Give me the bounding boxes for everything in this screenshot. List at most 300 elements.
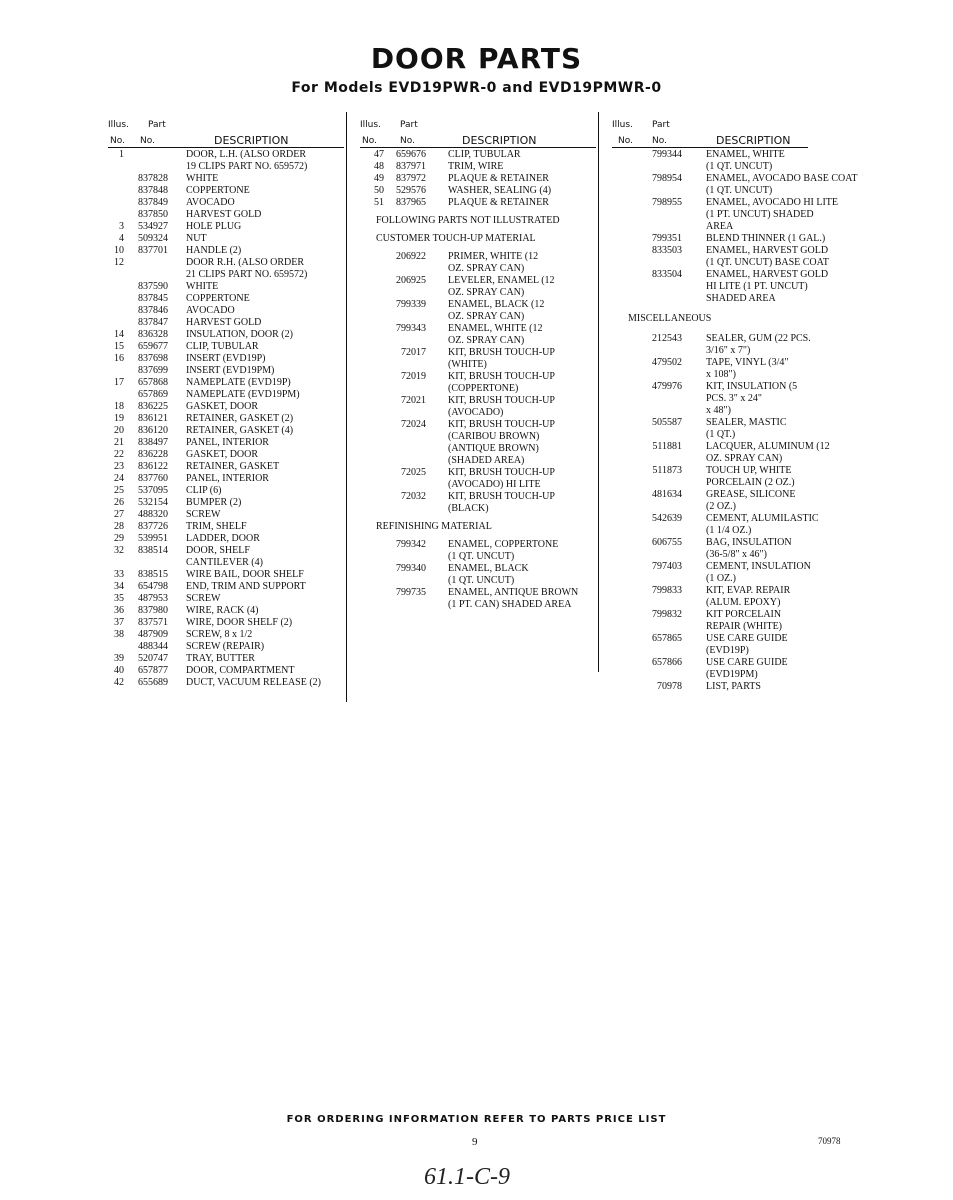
illus-number: 37 xyxy=(114,617,124,628)
part-description: WIRE BAIL, DOOR SHELF xyxy=(186,569,304,580)
illus-number: 35 xyxy=(114,593,124,604)
part-description: (EVD19P) xyxy=(706,645,749,656)
parts-row xyxy=(108,377,344,389)
part-description: ENAMEL, HARVEST GOLD xyxy=(706,269,829,280)
parts-row xyxy=(108,161,344,173)
part-description: PANEL, INTERIOR xyxy=(186,437,269,448)
part-number: 72032 xyxy=(401,491,426,502)
part-number: 799351 xyxy=(652,233,682,244)
part-description: DOOR R.H. (ALSO ORDER xyxy=(186,257,305,268)
parts-row xyxy=(108,197,344,209)
part-number: 837849 xyxy=(138,197,168,208)
parts-column-2 xyxy=(360,117,596,611)
part-number: 529576 xyxy=(396,185,426,196)
illus-header: Illus. xyxy=(360,120,381,130)
part-description: WHITE xyxy=(186,173,219,184)
part-number: 606755 xyxy=(652,537,682,548)
description-header: DESCRIPTION xyxy=(214,134,289,147)
parts-row xyxy=(108,533,344,545)
part-description: 3/16" x 7") xyxy=(706,345,751,356)
part-number: 798954 xyxy=(652,173,682,184)
illus-number: 23 xyxy=(114,461,124,472)
parts-row xyxy=(612,429,852,441)
part-description: LADDER, DOOR xyxy=(186,533,260,544)
parts-row xyxy=(612,477,852,489)
part-number: 837972 xyxy=(396,173,426,184)
part-description: 21 CLIPS PART NO. 659572) xyxy=(186,269,308,280)
part-number: 836228 xyxy=(138,449,168,460)
section-heading xyxy=(360,521,596,533)
parts-list xyxy=(360,149,596,611)
part-number: 487909 xyxy=(138,629,168,640)
illus-header: Illus. xyxy=(612,120,633,130)
part-description: OZ. SPRAY CAN) xyxy=(448,335,525,346)
part-header: Part xyxy=(652,120,670,130)
part-description: PRIMER, WHITE (12 xyxy=(448,251,539,262)
parts-row xyxy=(108,245,344,257)
column-header xyxy=(108,117,344,149)
part-description: (1 QT. UNCUT) BASE COAT xyxy=(706,257,829,268)
section-heading xyxy=(612,313,852,325)
part-description: KIT, BRUSH TOUCH-UP xyxy=(448,347,555,358)
section-title: CUSTOMER TOUCH-UP MATERIAL xyxy=(376,233,536,244)
document-number: 70978 xyxy=(818,1136,841,1146)
part-description: OZ. SPRAY CAN) xyxy=(448,311,525,322)
part-description: SCREW, 8 x 1/2 xyxy=(186,629,253,640)
part-number: 836120 xyxy=(138,425,168,436)
illus-number: 38 xyxy=(114,629,124,640)
header-rule xyxy=(360,147,596,148)
part-number: 657865 xyxy=(652,633,682,644)
illus-number: 15 xyxy=(114,341,124,352)
part-number: 799339 xyxy=(396,299,426,310)
parts-row xyxy=(360,587,596,599)
part-description: DOOR, SHELF xyxy=(186,545,250,556)
description-header: DESCRIPTION xyxy=(716,134,791,147)
illus-number: 20 xyxy=(114,425,124,436)
part-description: (1 QT. UNCUT) xyxy=(706,161,773,172)
parts-row xyxy=(612,549,852,561)
part-description: (BLACK) xyxy=(448,503,489,514)
part-description: WHITE xyxy=(186,281,219,292)
part-description: ENAMEL, BLACK (12 xyxy=(448,299,545,310)
part-number: 837698 xyxy=(138,353,168,364)
illus-number: 40 xyxy=(114,665,124,676)
parts-row xyxy=(108,233,344,245)
part-description: (ANTIQUE BROWN) xyxy=(448,443,539,454)
part-description: ENAMEL, COPPERTONE xyxy=(448,539,559,550)
part-description: KIT, EVAP. REPAIR xyxy=(706,585,791,596)
illus-number: 36 xyxy=(114,605,124,616)
parts-row xyxy=(612,621,852,633)
parts-row xyxy=(108,569,344,581)
parts-row xyxy=(612,221,852,233)
parts-row xyxy=(108,509,344,521)
part-description: SCREW xyxy=(186,593,221,604)
section-heading xyxy=(360,233,596,245)
parts-row xyxy=(108,521,344,533)
part-description: OZ. SPRAY CAN) xyxy=(448,287,525,298)
part-description: NAMEPLATE (EVD19PM) xyxy=(186,389,300,400)
part-description: KIT, INSULATION (5 xyxy=(706,381,798,392)
part-number: 799342 xyxy=(396,539,426,550)
part-description: ENAMEL, WHITE (12 xyxy=(448,323,543,334)
parts-row xyxy=(612,525,852,537)
part-description: ENAMEL, HARVEST GOLD xyxy=(706,245,829,256)
parts-row xyxy=(108,677,344,689)
illus-number: 3 xyxy=(119,221,124,232)
part-number: 799735 xyxy=(396,587,426,598)
part-description: HI LITE (1 PT. UNCUT) xyxy=(706,281,808,292)
part-number: 657868 xyxy=(138,377,168,388)
parts-row xyxy=(612,173,858,185)
part-description: (1 QT. UNCUT) xyxy=(448,551,515,562)
parts-row xyxy=(612,357,852,369)
parts-row xyxy=(360,335,596,347)
part-description: USE CARE GUIDE xyxy=(706,657,788,668)
parts-row xyxy=(612,513,852,525)
parts-row xyxy=(108,449,344,461)
part-description: CLIP (6) xyxy=(186,485,222,496)
part-description: AVOCADO xyxy=(186,197,235,208)
parts-row xyxy=(612,585,852,597)
parts-row xyxy=(108,545,344,557)
parts-row xyxy=(360,299,596,311)
illus-number: 12 xyxy=(114,257,124,268)
part-description: KIT, BRUSH TOUCH-UP xyxy=(448,491,555,502)
part-description: CEMENT, ALUMILASTIC xyxy=(706,513,819,524)
part-description: INSERT (EVD19P) xyxy=(186,353,266,364)
parts-row xyxy=(360,539,596,551)
part-number: 655689 xyxy=(138,677,168,688)
header-rule xyxy=(108,147,344,148)
part-description: LEVELER, ENAMEL (12 xyxy=(448,275,555,286)
parts-row xyxy=(360,347,596,359)
parts-row xyxy=(108,293,344,305)
part-description: SHADED AREA xyxy=(706,293,776,304)
parts-row xyxy=(612,149,852,161)
parts-row xyxy=(360,359,596,371)
column-header xyxy=(612,117,852,149)
part-number: 833503 xyxy=(652,245,682,256)
part-number: 833504 xyxy=(652,269,682,280)
part-description: KIT PORCELAIN xyxy=(706,609,782,620)
illus-number: 21 xyxy=(114,437,124,448)
illus-number: 14 xyxy=(114,329,124,340)
no-header: No. xyxy=(362,136,377,146)
part-number: 837845 xyxy=(138,293,168,304)
part-description: TRAY, BUTTER xyxy=(186,653,255,664)
part-number: 542639 xyxy=(652,513,682,524)
part-description: KIT, BRUSH TOUCH-UP xyxy=(448,419,555,430)
parts-row xyxy=(612,453,852,465)
no-header: No. xyxy=(140,136,155,146)
parts-row xyxy=(360,467,596,479)
part-description: OZ. SPRAY CAN) xyxy=(706,453,783,464)
illus-number: 18 xyxy=(114,401,124,412)
parts-row xyxy=(360,455,596,467)
part-number: 511873 xyxy=(652,465,682,476)
illus-number: 24 xyxy=(114,473,124,484)
part-number: 487953 xyxy=(138,593,168,604)
part-description: GASKET, DOOR xyxy=(186,449,259,460)
parts-row xyxy=(360,599,596,611)
part-number: 72024 xyxy=(401,419,426,430)
section-heading xyxy=(360,215,596,227)
parts-row xyxy=(108,473,344,485)
illus-number: 19 xyxy=(114,413,124,424)
parts-row xyxy=(108,665,344,677)
part-description: TRIM, WIRE xyxy=(448,161,504,172)
part-number: 837965 xyxy=(396,197,426,208)
parts-row xyxy=(612,669,852,681)
part-description: END, TRIM AND SUPPORT xyxy=(186,581,306,592)
part-description: (CARIBOU BROWN) xyxy=(448,431,540,442)
part-number: 836225 xyxy=(138,401,168,412)
parts-row xyxy=(612,333,852,345)
section-title: FOLLOWING PARTS NOT ILLUSTRATED xyxy=(376,215,560,226)
no-header: No. xyxy=(618,136,633,146)
part-number: 799343 xyxy=(396,323,426,334)
part-description: (AVOCADO) HI LITE xyxy=(448,479,541,490)
part-description: HARVEST GOLD xyxy=(186,317,262,328)
part-number: 72021 xyxy=(401,395,426,406)
parts-row xyxy=(612,393,852,405)
description-header: DESCRIPTION xyxy=(462,134,537,147)
part-description: INSERT (EVD19PM) xyxy=(186,365,275,376)
part-description: (AVOCADO) xyxy=(448,407,504,418)
column-header xyxy=(360,117,596,149)
parts-row xyxy=(108,269,344,281)
part-number: 534927 xyxy=(138,221,168,232)
part-description: (EVD19PM) xyxy=(706,669,758,680)
parts-row xyxy=(360,419,596,431)
part-number: 657869 xyxy=(138,389,168,400)
parts-row xyxy=(360,287,596,299)
illus-number: 47 xyxy=(374,149,384,160)
illus-number: 10 xyxy=(114,245,124,256)
illus-number: 39 xyxy=(114,653,124,664)
part-number: 838515 xyxy=(138,569,168,580)
part-number: 837760 xyxy=(138,473,168,484)
part-number: 488344 xyxy=(138,641,168,652)
part-description: CLIP, TUBULAR xyxy=(186,341,259,352)
no-header: No. xyxy=(110,136,125,146)
illus-number: 27 xyxy=(114,509,124,520)
part-description: BAG, INSULATION xyxy=(706,537,792,548)
illus-number: 28 xyxy=(114,521,124,532)
parts-row xyxy=(360,407,596,419)
illus-number: 16 xyxy=(114,353,124,364)
part-number: 837701 xyxy=(138,245,168,256)
parts-row xyxy=(360,185,596,197)
part-number: 797403 xyxy=(652,561,682,572)
part-number: 72025 xyxy=(401,467,426,478)
parts-row xyxy=(108,281,344,293)
part-description: BLEND THINNER (1 GAL.) xyxy=(706,233,826,244)
part-description: RETAINER, GASKET (4) xyxy=(186,425,294,436)
part-description: (1 QT. UNCUT) xyxy=(448,575,515,586)
part-number: 511881 xyxy=(652,441,682,452)
part-description: GASKET, DOOR xyxy=(186,401,259,412)
parts-row xyxy=(612,441,852,453)
illus-number: 48 xyxy=(374,161,384,172)
part-header: Part xyxy=(148,120,166,130)
page-number: 9 xyxy=(472,1136,478,1148)
part-description: SEALER, MASTIC xyxy=(706,417,787,428)
parts-row xyxy=(360,383,596,395)
parts-row xyxy=(612,657,852,669)
part-description: DOOR, L.H. (ALSO ORDER xyxy=(186,149,306,160)
part-number: 481634 xyxy=(652,489,682,500)
illus-number: 51 xyxy=(374,197,384,208)
part-number: 206925 xyxy=(396,275,426,286)
part-description: (ALUM. EPOXY) xyxy=(706,597,781,608)
part-description: WIRE, DOOR SHELF (2) xyxy=(186,617,293,628)
part-number: 70978 xyxy=(657,681,682,692)
part-number: 837699 xyxy=(138,365,168,376)
parts-row xyxy=(108,185,344,197)
parts-row xyxy=(108,329,344,341)
parts-row xyxy=(612,465,852,477)
illus-number: 4 xyxy=(119,233,124,244)
part-number: 837571 xyxy=(138,617,168,628)
part-description: RETAINER, GASKET xyxy=(186,461,280,472)
part-number: 799833 xyxy=(652,585,682,596)
part-description: (WHITE) xyxy=(448,359,487,370)
parts-row xyxy=(360,251,596,263)
part-number: 479976 xyxy=(652,381,682,392)
header-rule xyxy=(612,147,808,148)
parts-row xyxy=(612,281,852,293)
parts-row xyxy=(108,413,344,425)
parts-row xyxy=(360,443,596,455)
part-number: 837590 xyxy=(138,281,168,292)
part-description: AREA xyxy=(706,221,734,232)
part-number: 206922 xyxy=(396,251,426,262)
parts-list xyxy=(108,149,344,689)
part-description: LIST, PARTS xyxy=(706,681,761,692)
part-number: 488320 xyxy=(138,509,168,520)
part-number: 799344 xyxy=(652,149,682,160)
part-description: x 108") xyxy=(706,369,736,380)
part-number: 509324 xyxy=(138,233,168,244)
part-description: (1 QT. UNCUT) xyxy=(706,185,773,196)
illus-number: 22 xyxy=(114,449,124,460)
part-description: KIT, BRUSH TOUCH-UP xyxy=(448,371,555,382)
illus-number: 25 xyxy=(114,485,124,496)
part-number: 539951 xyxy=(138,533,168,544)
parts-row xyxy=(360,275,596,287)
parts-row xyxy=(108,557,344,569)
part-number: 837850 xyxy=(138,209,168,220)
part-number: 837971 xyxy=(396,161,426,172)
part-number: 836121 xyxy=(138,413,168,424)
parts-row xyxy=(360,563,596,575)
ordering-note: FOR ORDERING INFORMATION REFER TO PARTS PRICE LIST xyxy=(286,1114,667,1125)
part-description: COPPERTONE xyxy=(186,293,250,304)
parts-row xyxy=(108,617,344,629)
parts-row xyxy=(108,401,344,413)
part-description: x 48") xyxy=(706,405,731,416)
part-number: 537095 xyxy=(138,485,168,496)
part-description: CLIP, TUBULAR xyxy=(448,149,521,160)
parts-row xyxy=(108,149,344,161)
parts-row xyxy=(360,371,596,383)
parts-row xyxy=(108,317,344,329)
part-description: TOUCH UP, WHITE xyxy=(706,465,792,476)
parts-row xyxy=(108,173,344,185)
part-description: PLAQUE & RETAINER xyxy=(448,197,549,208)
part-description: DUCT, VACUUM RELEASE (2) xyxy=(186,677,322,688)
part-description: TAPE, VINYL (3/4" xyxy=(706,357,789,368)
parts-row xyxy=(612,369,852,381)
parts-row xyxy=(612,537,852,549)
parts-column-3 xyxy=(612,117,858,693)
part-number: 520747 xyxy=(138,653,168,664)
part-number: 837980 xyxy=(138,605,168,616)
part-description: SCREW xyxy=(186,509,221,520)
section-title: REFINISHING MATERIAL xyxy=(376,521,492,532)
parts-row xyxy=(612,197,852,209)
part-number: 837847 xyxy=(138,317,168,328)
illus-header: Illus. xyxy=(108,120,129,130)
part-description: COPPERTONE xyxy=(186,185,250,196)
parts-row xyxy=(612,501,852,513)
part-number: 532154 xyxy=(138,497,168,508)
parts-row xyxy=(108,581,344,593)
parts-row xyxy=(108,257,344,269)
parts-row xyxy=(108,365,344,377)
part-description: SCREW (REPAIR) xyxy=(186,641,265,652)
part-description: KIT, BRUSH TOUCH-UP xyxy=(448,395,555,406)
part-description: WASHER, SEALING (4) xyxy=(448,185,552,196)
part-description: CEMENT, INSULATION xyxy=(706,561,811,572)
part-description: (COPPERTONE) xyxy=(448,383,519,394)
illus-number: 26 xyxy=(114,497,124,508)
part-number: 837828 xyxy=(138,173,168,184)
part-description: (1 PT. UNCUT) SHADED xyxy=(706,209,814,220)
parts-row xyxy=(612,645,852,657)
part-description: USE CARE GUIDE xyxy=(706,633,788,644)
part-number: 838514 xyxy=(138,545,168,556)
parts-row xyxy=(360,395,596,407)
part-number: 837726 xyxy=(138,521,168,532)
parts-row xyxy=(612,405,852,417)
parts-row xyxy=(612,345,852,357)
parts-row xyxy=(360,161,596,173)
part-description: ENAMEL, WHITE xyxy=(706,149,785,160)
part-number: 479502 xyxy=(652,357,682,368)
parts-column-1 xyxy=(108,117,344,689)
parts-row xyxy=(108,485,344,497)
part-description: OZ. SPRAY CAN) xyxy=(448,263,525,274)
part-description: CANTILEVER (4) xyxy=(186,557,263,568)
parts-row xyxy=(108,629,344,641)
part-description: ENAMEL, AVOCADO HI LITE xyxy=(706,197,839,208)
part-description: HANDLE (2) xyxy=(186,245,242,256)
parts-row xyxy=(612,185,852,197)
part-description: INSULATION, DOOR (2) xyxy=(186,329,293,340)
parts-row xyxy=(108,641,344,653)
part-description: AVOCADO xyxy=(186,305,235,316)
parts-row xyxy=(360,149,596,161)
page-title: DOOR PARTS xyxy=(370,42,583,75)
part-number: 837846 xyxy=(138,305,168,316)
part-description: (36-5/8" x 46") xyxy=(706,549,767,560)
parts-row xyxy=(108,209,344,221)
parts-row xyxy=(108,461,344,473)
